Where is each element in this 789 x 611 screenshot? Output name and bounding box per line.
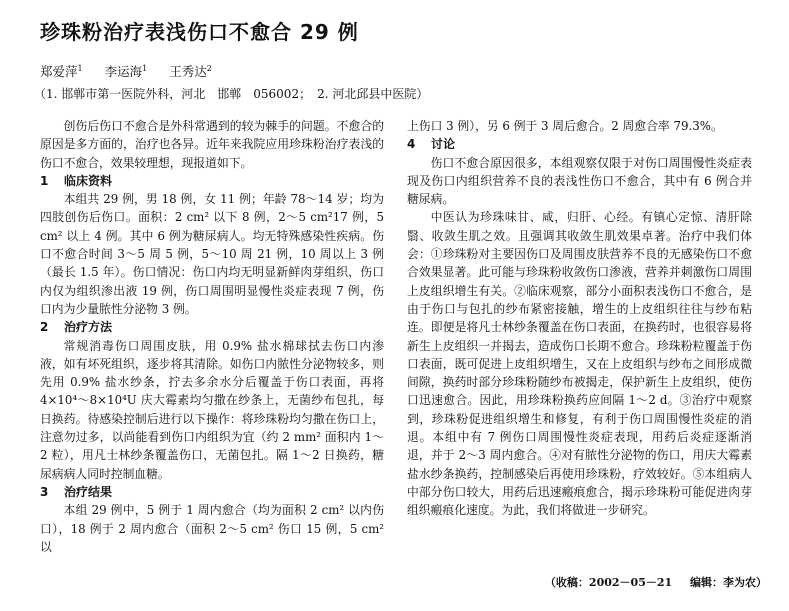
- editor-name: 编辑：李为农）: [690, 576, 767, 589]
- right-column: [407, 117, 752, 520]
- author: [169, 64, 212, 79]
- section-number: 3: [40, 484, 49, 499]
- received-date: （收稿：2002－05－21: [544, 576, 673, 589]
- author-list: [40, 62, 230, 80]
- section-paragraph-continued: 上伤口 3 例），另 6 例于 3 周后愈合。2 周愈合率 79.3%。: [407, 119, 723, 133]
- author: [105, 64, 148, 79]
- author-name: 王秀达: [169, 64, 207, 79]
- author-name: 郑爱萍: [40, 64, 78, 79]
- author-affil-mark: 2: [206, 63, 212, 73]
- received-editor-note: [531, 574, 767, 590]
- left-column: [40, 117, 384, 556]
- section-paragraph: 本组 29 例中，5 例于 1 周内愈合（均为面积 2 cm² 以内伤口），18 例于 2 周内愈合（面积 2～5 cm² 伤口 15 例，5 cm² 以: [40, 503, 384, 554]
- section-paragraph: 本组共 29 例，男 18 例，女 11 例；年龄 78～14 岁；均为四肢创伤后伤口。面积：2 cm² 以下 8 例，2～5 cm²17 例，5 cm² 以上 4 例。其中 6 例为糖尿病人。均无特殊感染性疾病。伤口不愈合时间 3～5 周 5 例，5～10 周 21 例，10 周以上 3 例（最长 1.5 年）。伤口情况：伤口内均无明显新鲜肉芽组织，伤口内仅为组织渗出液 19 例，伤口周围明显慢性炎症表现 7 例，伤口内为少量脓性分泌物 3 例。: [40, 192, 384, 316]
- author-affil-mark: 1: [142, 63, 148, 73]
- section-number: 4: [407, 137, 416, 152]
- section-paragraph: 中医认为珍珠味甘、咸，归肝、心经。有镇心定惊、清肝除翳、收敛生肌之效。且强调其收敛生肌效果卓著。治疗中我们体会：①珍珠粉对主要因伤口及周围皮肤营养不良的无感染伤口不愈合效果显著。此可能与珍珠粉收敛伤口渗液，营养并刺激伤口周围上皮组织增生有关。②临床观察，部分小面积表浅伤口不愈合，是由于伤口与包扎的纱布紧密接触，增生的上皮组织往往与纱布粘连。即便是将凡士林纱条覆盖在伤口表面，在换药时，也很容易将新生上皮组织一并揭去，造成伤口长期不愈合。珍珠粉粒覆盖于伤口表面，既可促进上皮组织增生，又在上皮组织与纱布之间形成微间隙，换药时部分珍珠粉随纱布被揭走，保护新生上皮组织，使伤口迅速愈合。因此，用珍珠粉换药应间隔 1～2 d。③治疗中观察到，珍珠粉促进组织增生和修复，有利于伤口周围慢性炎症的消退。本组中有 7 例伤口周围慢性炎症表现，用药后炎症逐渐消退，并于 2～3 周内愈合。④对有脓性分泌物的伤口，用庆大霉素盐水纱条换药，控制感染后再使用珍珠粉，疗效较好。⑤本组病人中部分伤口较大，用药后迅速瘢痕愈合，揭示珍珠粉可能促进肉芽组织瘢痕化速度。为此，我们将做进一步研究。: [407, 210, 752, 518]
- author-name: 李运海: [104, 64, 143, 79]
- section-heading: [40, 318, 384, 336]
- affiliations: （1. 邯郸市第一医院外科，河北 邯郸 056002； 2. 河北邱县中医院）: [34, 87, 429, 101]
- section-title: 治疗方法: [64, 320, 113, 335]
- section-heading: [40, 483, 384, 501]
- author-affil-mark: 1: [77, 63, 83, 73]
- section-heading: [407, 135, 752, 153]
- section-title: 治疗结果: [64, 484, 113, 499]
- section-paragraph: 常规消毒伤口周围皮肤，用 0.9% 盐水棉球拭去伤口内渗液，如有坏死组织，逐步将其清除。如伤口内脓性分泌物较多，则先用 0.9% 盐水纱条，拧去多余水分后覆盖于伤口表面，再将 4×10⁴～8×10⁴U 庆大霉素均匀撒在纱条上，无菌纱布包扎，每日换药。待感染控制后进行以下操作：将珍珠粉均匀撒在伤口上，注意勿过多，以尚能看到伤口内组织为宜（约 2 mm² 面积内 1～2 粒），用凡士林纱条覆盖伤口，无菌包扎。隔 1～2 日换药，糖尿病病人同时控制血糖。: [40, 338, 384, 481]
- section-title: 讨论: [431, 137, 456, 152]
- section-number: 2: [40, 320, 49, 335]
- section-paragraph: 伤口不愈合原因很多，本组观察仅限于对伤口周围慢性炎症表现及伤口内组织营养不良的表浅性伤口不愈合，其中有 6 例合并糖尿病。: [407, 155, 752, 207]
- article-title: 珍珠粉治疗表浅伤口不愈合 29 例: [40, 20, 359, 44]
- intro-paragraph: 创伤后伤口不愈合是外科常遇到的较为棘手的问题。不愈合的原因是多方面的，治疗也各异。近年来我院应用珍珠粉治疗表浅的伤口不愈合，效果较理想，现报道如下。: [40, 119, 384, 170]
- section-title: 临床资料: [64, 173, 113, 188]
- section-number: 1: [40, 173, 49, 188]
- section-heading: [40, 172, 384, 190]
- author: [40, 64, 83, 79]
